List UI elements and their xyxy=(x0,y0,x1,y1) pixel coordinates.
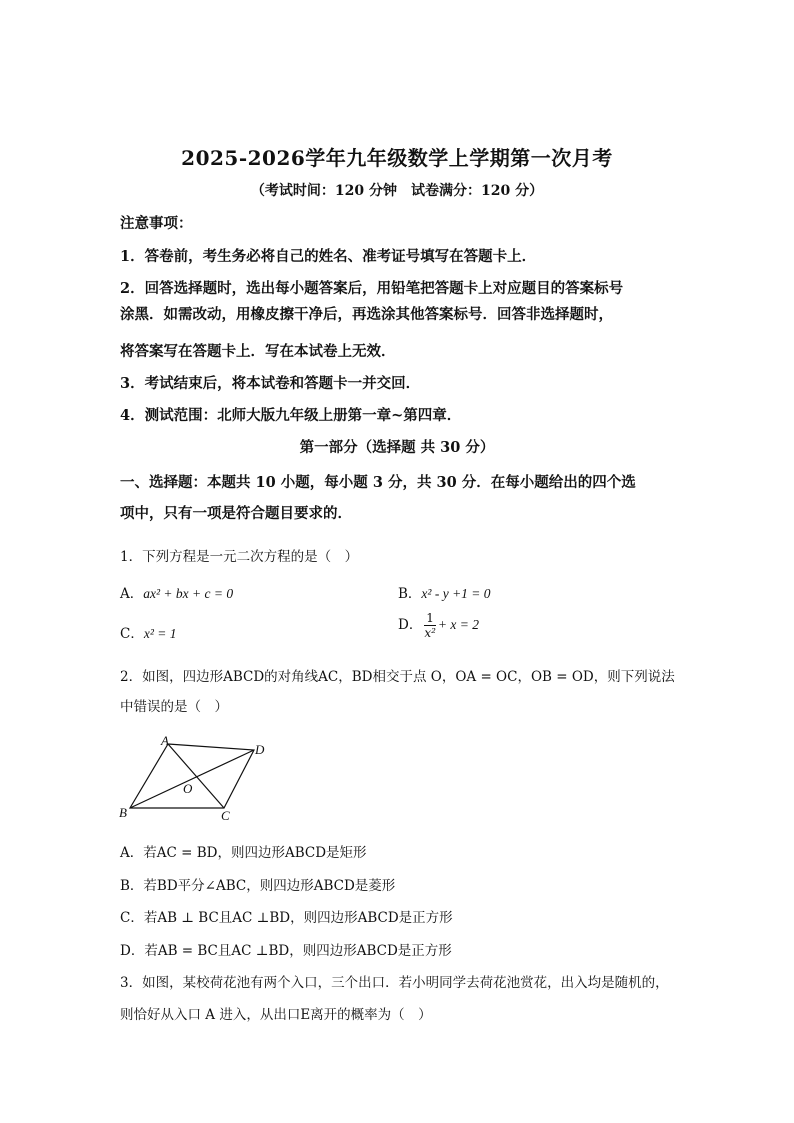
vertex-b-label: B xyxy=(119,805,127,820)
note-item-2-line-3: 将答案写在答题卡上．写在本试卷上无效． xyxy=(120,343,396,360)
parallelogram-figure xyxy=(115,732,275,822)
part1-instruction-line-2: 项中，只有一项是符合题目要求的． xyxy=(120,505,352,522)
question-2-stem-line-1: 2．如图，四边形ABCD的对角线AC，BD相交于点 O，OA = OC，OB = OD，则下列说法 xyxy=(120,669,675,685)
question-1-stem: 1．下列方程是一元二次方程的是（ ） xyxy=(120,549,359,565)
note-item-1: 1．答卷前，考生务必将自己的姓名、准考证号填写在答题卡上． xyxy=(120,248,537,265)
question-2-stem-line-2: 中错误的是（ ） xyxy=(120,699,228,715)
option-d-fraction xyxy=(424,611,436,640)
option-d-label: D． xyxy=(398,617,423,633)
note-item-2-line-2: 涂黑．如需改动，用橡皮擦干净后，再选涂其他答案标号．回答非选择题时， xyxy=(120,306,613,323)
question-1-option-b xyxy=(398,582,491,602)
option-a-expression: ax² + bx + c = 0 xyxy=(143,586,234,601)
question-1-option-c xyxy=(120,622,177,642)
question-1-option-d xyxy=(398,611,479,640)
parallelogram-outline xyxy=(130,744,254,808)
fraction-numerator: 1 xyxy=(426,611,434,625)
question-3-stem-line-2: 则恰好从入口 A 进入，从出口E离开的概率为（ ） xyxy=(120,1007,432,1023)
vertex-d-label: D xyxy=(255,742,265,757)
option-a-label: A． xyxy=(120,586,144,602)
question-1-option-a xyxy=(120,582,233,602)
part1-heading: 第一部分（选择题 共 30 分） xyxy=(299,439,495,456)
question-2-option-c: C．若AB ⊥ BC且AC ⊥BD，则四边形ABCD是正方形 xyxy=(120,910,453,926)
vertex-a-label: A xyxy=(161,733,169,748)
option-b-label: B． xyxy=(398,586,422,602)
exam-title: 2025-2026学年九年级数学上学期第一次月考 xyxy=(181,146,613,170)
option-d-rest: + x = 2 xyxy=(437,617,479,632)
diagonal-bd xyxy=(130,750,254,808)
option-c-expression: x² = 1 xyxy=(143,626,177,641)
question-2-option-a: A．若AC = BD，则四边形ABCD是矩形 xyxy=(120,845,367,861)
question-3-stem-line-1: 3．如图，某校荷花池有两个入口，三个出口．若小明同学去荷花池赏花，出入均是随机的， xyxy=(120,975,669,991)
question-2-option-d: D．若AB = BC且AC ⊥BD，则四边形ABCD是正方形 xyxy=(120,943,452,959)
note-item-4: 4．测试范围：北师大版九年级上册第一章~第四章． xyxy=(120,407,462,424)
note-item-3: 3．考试结束后，将本试卷和答题卡一并交回． xyxy=(120,375,421,392)
exam-subtitle: （考试时间：120 分钟 试卷满分：120 分） xyxy=(250,183,544,199)
note-item-2-line-1: 2．回答选择题时，选出每小题答案后，用铅笔把答题卡上对应题目的答案标号 xyxy=(120,280,624,297)
option-b-expression: x² - y +1 = 0 xyxy=(421,586,491,601)
fraction-denominator: x² xyxy=(424,626,436,640)
option-c-label: C． xyxy=(120,626,144,642)
part1-instruction-line-1: 一、选择题：本题共 10 小题，每小题 3 分，共 30 分．在每小题给出的四个选 xyxy=(120,474,636,491)
center-o-label: O xyxy=(183,781,193,796)
notes-heading: 注意事项： xyxy=(120,215,193,232)
vertex-c-label: C xyxy=(221,808,230,822)
question-2-option-b: B．若BD平分∠ABC，则四边形ABCD是菱形 xyxy=(120,878,396,894)
diagonal-ac xyxy=(168,744,224,808)
